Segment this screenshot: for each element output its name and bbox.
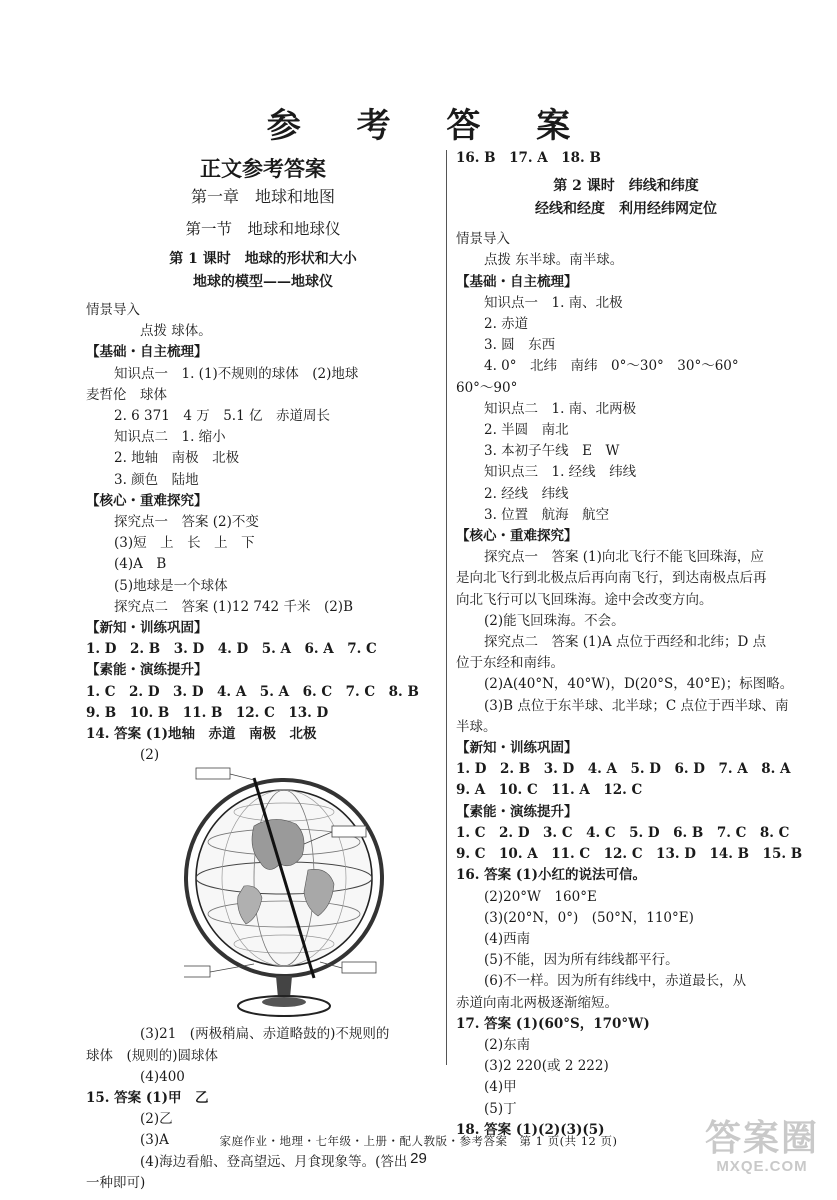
answer-line: 16. B 17. A 18. B (456, 150, 601, 166)
watermark-url: MXQE.COM (716, 1158, 808, 1175)
answer-line: 17. 答案 (1)(60°S，170°W) (456, 1015, 650, 1032)
answer-line: (3)2 220(或 2 222) (484, 1058, 609, 1075)
answer-line: 3. 本初子午线 E W (484, 443, 620, 460)
answer-line: (4)A B (114, 556, 167, 573)
answer-line: 一种即可) (86, 1174, 146, 1191)
answer-line: (4)西南 (484, 930, 531, 947)
answer-line: (4)甲 (484, 1079, 517, 1096)
answer-line: 14. 答案 (1)地轴 赤道 南极 北极 (86, 726, 317, 743)
answer-line: 知识点二 1. 南、北两极 (484, 400, 637, 417)
answer-line: 1. D 2. B 3. D 4. A 5. D 6. D 7. A 8. A (456, 761, 791, 778)
page-title: 参 考 答 案 (266, 106, 593, 146)
answer-line: 探究点一 答案 (1)向北飞行不能飞回珠海，应 (484, 549, 764, 566)
answer-line: (4)400 (140, 1068, 185, 1085)
answer-line: (2)能飞回珠海。不会。 (484, 612, 625, 629)
answer-line: 知识点二 1. 缩小 (114, 429, 226, 446)
answer-line: (3)A (140, 1132, 169, 1149)
answer-line: 点拨 球体。 (140, 323, 212, 340)
answer-line: (3)(20°N，0°) (50°N，110°E) (484, 909, 694, 926)
label-box (342, 962, 376, 973)
answer-line: 探究点一 答案 (2)不变 (114, 514, 259, 531)
answer-line: (6)不一样。因为所有纬线中，赤道最长，从 (484, 973, 747, 990)
left-column (86, 148, 440, 1194)
answer-line: 2. 赤道 (484, 316, 529, 333)
watermark-logo (705, 1118, 819, 1175)
lesson-heading-line2: 地球的模型——地球仪 (193, 274, 333, 290)
answer-line: 9. B 10. B 11. B 12. C 13. D (86, 704, 329, 721)
answer-line: 知识点一 1. (1)不规则的球体 (2)地球 (114, 365, 359, 382)
answer-line: (2)20°W 160°E (484, 888, 597, 905)
answer-line: (5)不能，因为所有纬线都平行。 (484, 952, 679, 969)
answer-line: (5)地球是一个球体 (114, 577, 228, 594)
answer-line: 3. 颜色 陆地 (114, 471, 199, 488)
column-divider (446, 150, 447, 1065)
answer-line: 2. 经线 纬线 (484, 485, 569, 502)
answer-line: 知识点一 1. 南、北极 (484, 294, 623, 311)
answer-line: 2. 地轴 南极 北极 (114, 450, 240, 467)
answer-line: 探究点二 答案 (1)A 点位于西经和北纬；D 点 (484, 634, 767, 651)
answer-line: 15. 答案 (1)甲 乙 (86, 1090, 209, 1107)
answer-line: (5)丁 (484, 1100, 517, 1117)
answer-line: 60°～90° (456, 379, 518, 396)
answer-line: 情景导入 (456, 231, 510, 248)
answer-line: 是向北飞行到北极点后再向南飞行，到达南极点后再 (456, 570, 767, 587)
answer-line: 18. 答案 (1)(2)(3)(5) (456, 1121, 605, 1138)
answer-line: (3)21 (两极稍扁、赤道略鼓的)不规则的 (140, 1026, 390, 1043)
section-label: 【素能・演练提升】 (86, 662, 208, 679)
answer-line: 2. 半圆 南北 (484, 422, 569, 439)
lesson-heading-line1: 第 1 课时 地球的形状和大小 (169, 251, 357, 267)
answer-line: (2) (140, 747, 160, 764)
section-label: 【基础・自主梳理】 (456, 273, 578, 290)
answer-line: 1. D 2. B 3. D 4. D 5. A 6. A 7. C (86, 641, 377, 658)
page-number: 29 (410, 1150, 427, 1167)
answer-line: (2)A(40°N，40°W)，D(20°S，40°E)；标图略。 (484, 676, 794, 693)
answer-line: 情景导入 (86, 302, 140, 318)
globe-figure (86, 766, 440, 1024)
answer-line: 位于东经和南纬。 (456, 655, 564, 672)
section-heading: 第一节 地球和地球仪 (185, 220, 341, 238)
answer-line: 探究点二 答案 (1)12 742 千米 (2)B (114, 598, 353, 615)
footer-text: 家庭作业・地理・七年级・上册・配人教版・参考答案 第 1 页(共 12 页) (219, 1134, 618, 1148)
answer-line: 9. C 10. A 11. C 12. C 13. D 14. B 15. B (456, 846, 803, 863)
answer-line: (3)短 上 长 上 下 (114, 535, 255, 552)
section-label: 【基础・自主梳理】 (86, 344, 208, 361)
answer-line: 9. A 10. C 11. A 12. C (456, 782, 643, 799)
answer-line: 麦哲伦 球体 (86, 386, 167, 403)
main-heading: 正文参考答案 (200, 156, 326, 181)
watermark-text: 答案圈 (704, 1117, 819, 1158)
answer-line: 1. C 2. D 3. D 4. A 5. A 6. C 7. C 8. B (86, 683, 419, 700)
label-box (332, 826, 366, 837)
answer-line: 16. 答案 (1)小红的说法可信。 (456, 867, 647, 884)
chapter-heading: 第一章 地球和地图 (190, 187, 335, 206)
label-box (184, 966, 210, 977)
answer-line: (4)海边看船、登高望远、月食现象等。(答出 (140, 1153, 408, 1170)
lesson-heading-line2: 经线和经度 利用经纬网定位 (535, 201, 717, 218)
globe-illustration (184, 766, 384, 1022)
section-label: 【新知・训练巩固】 (456, 740, 578, 757)
section-label: 【核心・重难探究】 (86, 492, 208, 509)
answer-line: 3. 圆 东西 (484, 337, 556, 354)
answer-line: 球体 (规则的)圆球体 (86, 1047, 219, 1064)
answer-line: (2)乙 (140, 1111, 173, 1128)
label-box (196, 768, 230, 779)
answer-line: 赤道向南北两极逐渐缩短。 (456, 994, 618, 1011)
answer-line: 2. 6 371 4 万 5.1 亿 赤道周长 (114, 408, 330, 425)
section-label: 【新知・训练巩固】 (86, 620, 208, 637)
answer-line: 3. 位置 航海 航空 (484, 506, 610, 523)
answer-line: 向北飞行可以飞回珠海。途中会改变方向。 (456, 591, 713, 608)
answer-line: 1. C 2. D 3. C 4. C 5. D 6. B 7. C 8. C (456, 824, 790, 841)
section-label: 【核心・重难探究】 (456, 528, 578, 545)
answer-line: 知识点三 1. 经线 纬线 (484, 464, 637, 481)
answer-line: 4. 0° 北纬 南纬 0°～30° 30°～60° (484, 358, 739, 375)
section-label: 【素能・演练提升】 (456, 803, 578, 820)
lesson-heading-line1: 第 2 课时 纬线和纬度 (553, 178, 699, 195)
answer-line: 点拨 东半球。南半球。 (484, 252, 624, 269)
answer-line: (3)B 点位于东半球、北半球；C 点位于西半球、南 (484, 697, 789, 714)
answer-line: 半球。 (456, 718, 497, 735)
answer-line: (2)东南 (484, 1036, 531, 1053)
